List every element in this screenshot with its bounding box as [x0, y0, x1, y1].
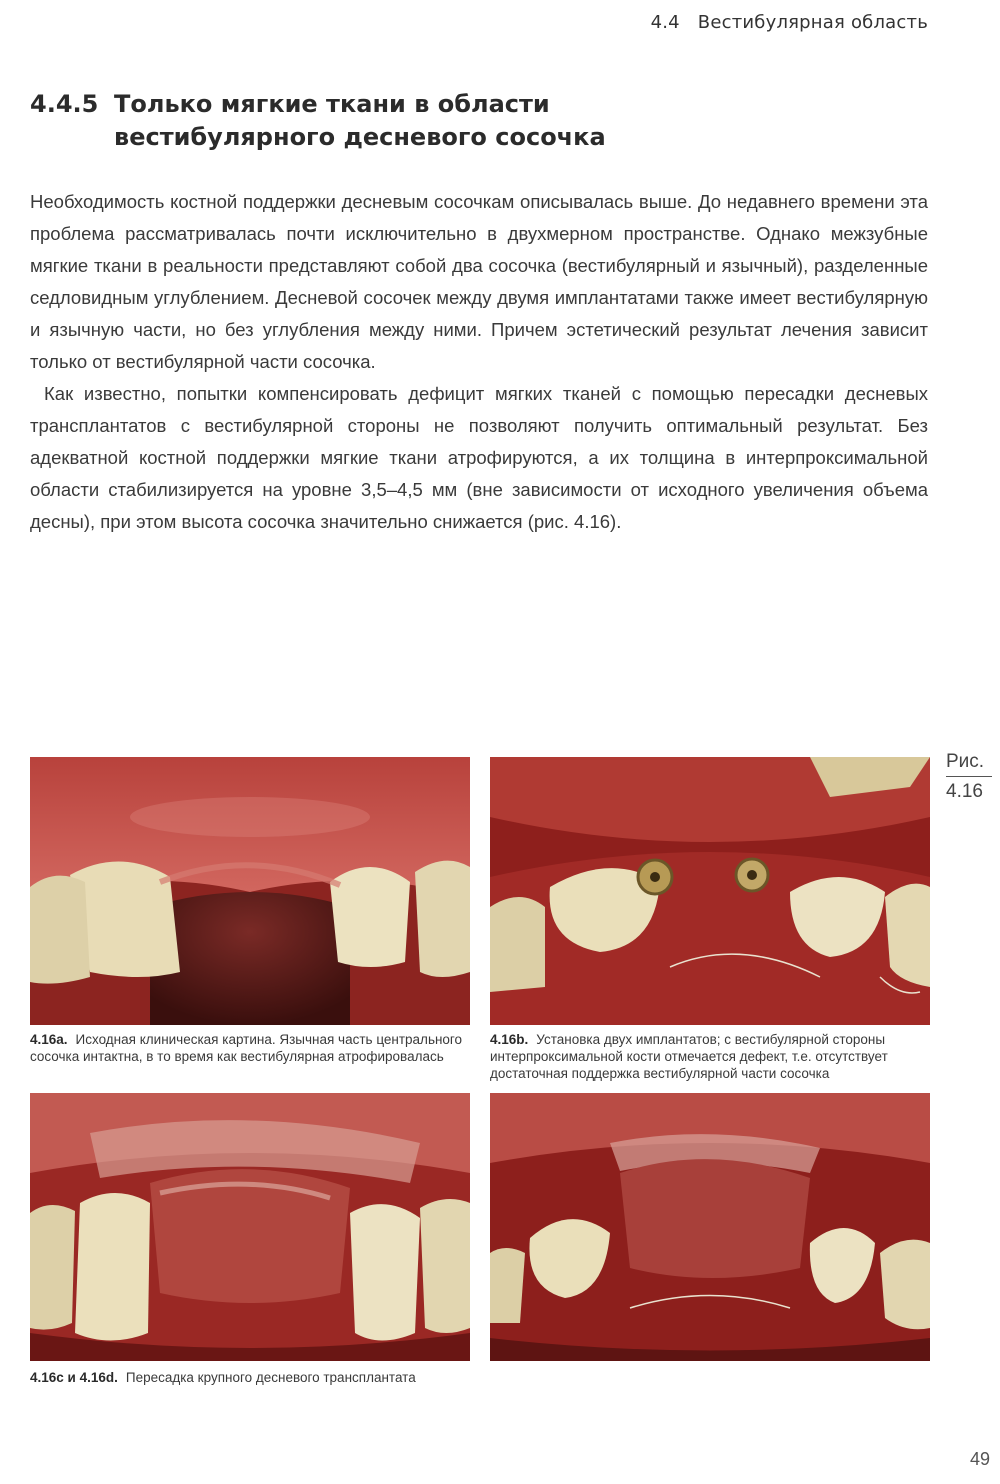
- figure-reference: [946, 750, 996, 804]
- photo-4-16d-image: [490, 1093, 930, 1361]
- figure-ref-number: 4.16: [946, 781, 983, 802]
- figure-ref-divider: [946, 776, 992, 777]
- caption-4-16cd-tag: 4.16c и 4.16d.: [30, 1370, 118, 1385]
- caption-4-16a-tag: 4.16a.: [30, 1032, 68, 1047]
- caption-4-16a: [30, 1031, 470, 1065]
- section-number: 4.4.5: [30, 90, 99, 118]
- running-head-title: Вестибулярная область: [697, 12, 928, 33]
- figure-ref-label: Рис.: [946, 751, 985, 772]
- section-heading: [30, 88, 650, 154]
- body-text: [30, 186, 928, 538]
- caption-4-16cd-text: Пересадка крупного десневого трансплантата: [125, 1370, 416, 1385]
- photo-4-16c-image: [30, 1093, 470, 1361]
- page-number: 49: [969, 1449, 990, 1469]
- photo-4-16b-image: [490, 757, 930, 1025]
- photo-4-16a-image: [30, 757, 470, 1025]
- photo-4-16c: [30, 1093, 470, 1361]
- photo-4-16b: [490, 757, 930, 1025]
- paragraph-1: Необходимость костной поддержки десневым сосочкам описывалась выше. До недавнего времени эта проблема рассматривалась почти исключительно в двухмерном пространстве. Однако межзубные мягкие ткани в реальности представляют собой два сосочка (вестибулярный и язычный), разделенные седловидным углублением. Десневой сосочек между двумя имплантатами также имеет вестибулярную и язычную части, но без углубления между ними. Причем эстетический результат лечения зависит только от вестибулярной части сосочка.: [30, 191, 928, 372]
- caption-4-16b-text: Установка двух имплантатов; с вестибулярной стороны интерпроксимальной кости отмечается дефект, т.е. отсутствует достаточная поддержка вестибулярной части сосочка: [490, 1032, 888, 1081]
- running-head: [651, 12, 928, 33]
- caption-4-16b-tag: 4.16b.: [490, 1032, 529, 1047]
- running-head-number: 4.4: [650, 12, 680, 33]
- photo-4-16d: [490, 1093, 930, 1361]
- section-title-line2: вестибулярного десневого сосочка: [114, 123, 606, 151]
- caption-4-16cd: [30, 1369, 730, 1386]
- photo-4-16a: [30, 757, 470, 1025]
- caption-4-16b: [490, 1031, 935, 1082]
- section-title-line1: Только мягкие ткани в области: [114, 90, 550, 118]
- caption-4-16a-text: Исходная клиническая картина. Язычная часть центрального сосочка интактна, в то время как вестибулярная атрофировалась: [30, 1032, 463, 1064]
- paragraph-2: Как известно, попытки компенсировать дефицит мягких тканей с помощью пересадки десневых трансплантатов с вестибулярной стороны не позволяют получить оптимальный результат. Без адекватной костной поддержки мягкие ткани атрофируются, а их толщина в интерпроксимальной области стабилизируется на уровне 3,5–4,5 мм (вне зависимости от исходного увеличения объема десны), при этом высота сосочка значительно снижается (рис. 4.16).: [30, 383, 928, 532]
